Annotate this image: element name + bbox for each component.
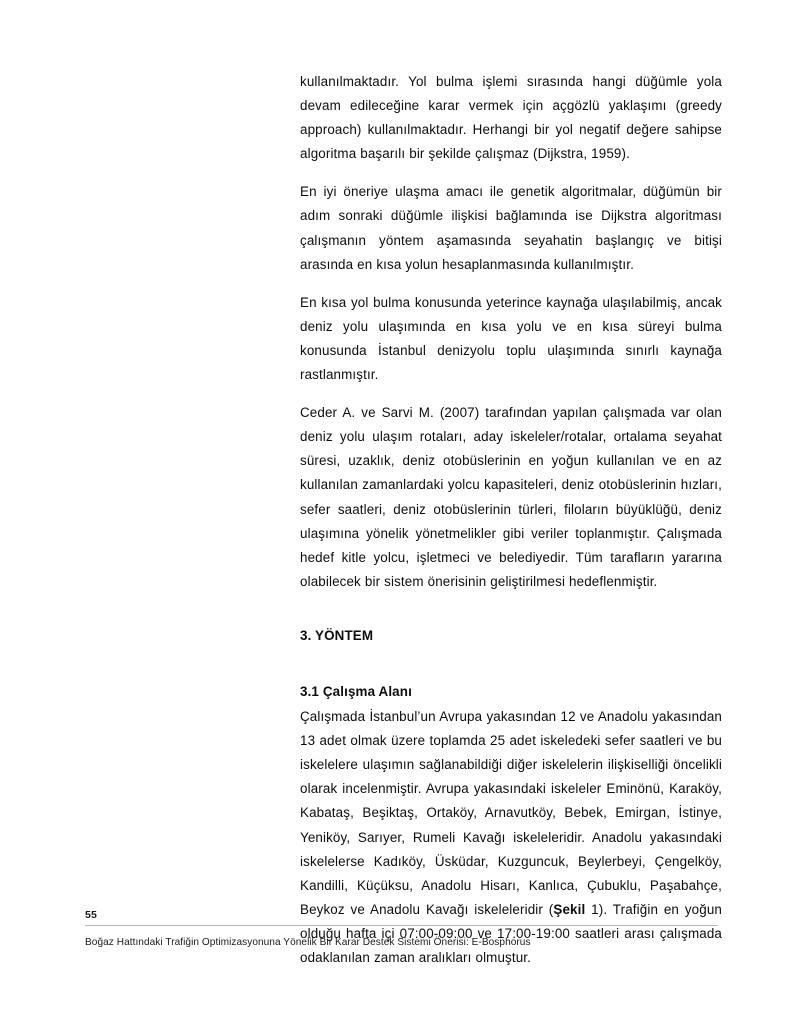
footer-divider (85, 925, 718, 926)
footer-running-title: Boğaz Hattındaki Trafiğin Optimizasyonuna Yönelik Bir Karar Destek Sistemi Önerisi: E-Bosphorus (85, 937, 531, 948)
text-column (300, 70, 722, 970)
section-heading-yontem: 3. YÖNTEM (300, 627, 374, 643)
page-number: 55 (85, 909, 97, 921)
paragraph-3: En kısa yol bulma konusunda yeterince kaynağa ulaşılabilmiş, ancak deniz yolu ulaşımında en kısa yolu ve en kısa süreyi bulma konusunda İstanbul denizyolu toplu ulaşımında sınırlı kaynağa rastlanmıştır. (300, 294, 722, 383)
paragraph-1: kullanılmaktadır. Yol bulma işlemi sırasında hangi düğümle yola devam edileceğine karar vermek için açgözlü yaklaşımı (greedy approach) kullanılmaktadır. Herhangi bir yol negatif değere sahipse algoritma başarılı bir şekilde çalışmaz (Dijkstra, 1959). (300, 74, 722, 162)
page-footer (85, 908, 718, 950)
paragraph-2: En iyi öneriye ulaşma amacı ile genetik algoritmalar, düğümün bir adım sonraki düğümle ilişkisi bağlamında ise Dijkstra algoritması çalışmanın yöntem aşamasında seyahatin başlangıç ve bitişi arasında en kısa yolun hesaplanmasında kullanılmıştır. (300, 184, 722, 272)
paragraph-4: Ceder A. ve Sarvi M. (2007) tarafından yapılan çalışmada var olan deniz yolu ulaşım rotaları, aday iskeleler/rotalar, ortalama seyahat süresi, uzaklık, deniz otobüslerinin en yoğun kullanılan ve en az kullanılan zamanlardaki yolcu kapasiteleri, deniz otobüslerinin hızları, sefer saatleri, deniz otobüslerinin türleri, filoların büyüklüğü, deniz ulaşımına yönelik yönetmelikler gibi veriler toplanmıştır. Çalışmada hedef kitle yolcu, işletmeci ve belediyedir. Tüm tarafların yararına olabilecek bir sistem önerisinin geliştirilmesi hedeflenmiştir. (300, 405, 722, 589)
figure-reference-label: Şekil (553, 901, 586, 917)
subsection-heading-calisma-alani: 3.1 Çalışma Alanı (300, 683, 412, 699)
figure-reference-number: 1 (585, 901, 599, 917)
study-area-segment-1: Çalışmada İstanbul’un Avrupa yakasından 12 ve Anadolu yakasından 13 adet olmak üzere toplamda 25 adet iskeledeki sefer saatleri ve bu iskelelere ulaşımın sağlanabildiği diğer iskelelerin ilişkiselliği öncelikli olarak incelenmiştir. Avrupa yakasındaki iskeleler Eminönü, Karaköy, Kabataş, Beşiktaş, Ortaköy, Arnavutköy, Bebek, Emirgan, İstinye, Yeniköy, Sarıyer, Rumeli Kavağı iskeleleridir. Anadolu yakasındaki iskelelerse Kadıköy, Üsküdar, Kuzguncuk, Beylerbeyi, Çengelköy, Kandilli, Küçüksu, Anadolu Hisarı, Kanlıca, Çubuklu, Paşabahçe, Beykoz ve Anadolu Kavağı iskeleleridir ( (300, 709, 722, 917)
study-area-segment-2: ). Trafiğin en yoğun olduğu hafta içi 07:00-09:00 ve 17:00-19:00 saatleri arası çalışmada odaklanılan zaman aralıkları olmuştur. (300, 901, 722, 965)
